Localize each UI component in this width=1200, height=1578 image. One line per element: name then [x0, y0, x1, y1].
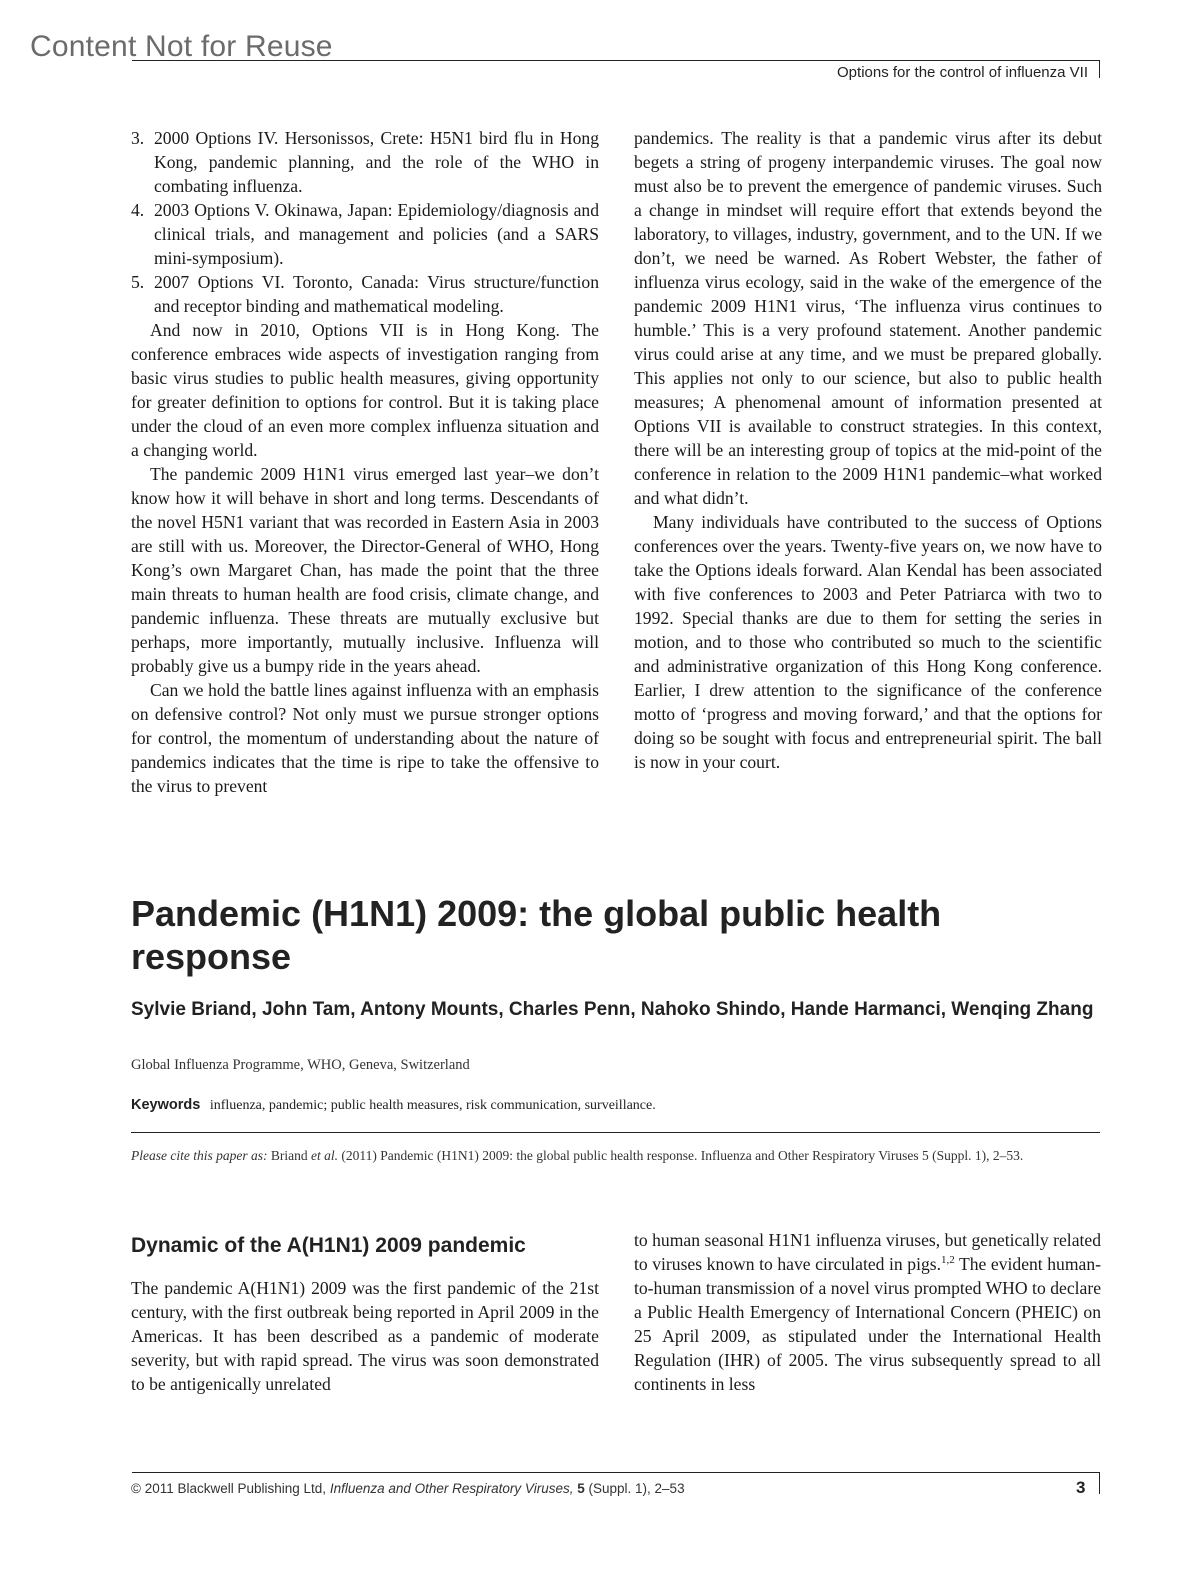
author-list: Sylvie Briand, John Tam, Antony Mounts, Charles Penn, Nahoko Shindo, Hande Harmanci, Wenqing Zhang: [131, 999, 1094, 1020]
footer-citation: [131, 1481, 685, 1496]
section-heading: Dynamic of the A(H1N1) 2009 pandemic: [131, 1234, 526, 1257]
header-rule: [132, 60, 1100, 61]
paragraph: The pandemic 2009 H1N1 virus emerged last year–we don’t know how it will behave in short and long terms. Descendants of the novel H5N1 variant that was recorded in Eastern Asia in 2003 are still with us. Moreover, the Director-General of WHO, Hong Kong’s own Margaret Chan, has made the point that the three main threats to human health are food crisis, climate change, and pandemic influenza. These threats are mutually exclusive but perhaps, more importantly, mutually inclusive. Influenza will probably give us a bumpy ride in the years ahead.: [131, 464, 599, 676]
header-rule-tick: [1099, 60, 1100, 78]
paragraph: And now in 2010, Options VII is in Hong Kong. The conference embraces wide aspects of investigation ranging from basic virus studies to public health measures, giving opportunity for greater definition to options for control. But it is taking place under the cloud of an even more complex influenza situation and a changing world.: [131, 320, 599, 460]
citation-rule: [131, 1132, 1100, 1133]
footer-copyright: © 2011 Blackwell Publishing Ltd,: [131, 1481, 327, 1496]
footer-rule: [132, 1472, 1100, 1473]
paragraph: pandemics. The reality is that a pandemic virus after its debut begets a string of progeny interpandemic viruses. The goal now must also be to prevent the emergence of pandemic viruses. Such a change in mindset will require effort that extends beyond the laboratory, to villages, industry, government, and to the UN. If we don’t, we need be warned. As Robert Webster, the father of influenza virus ecology, said in the wake of the emergence of the pandemic 2009 H1N1 virus, ‘The influenza virus continues to humble.’ This is a very profound statement. Another pandemic virus could arise at any time, and we must be prepared globally. This applies not only to our science, but also to public health measures; A phenomenal amount of information presented at Options VII is available to construct strategies. In this context, there will be an interesting group of topics at the mid-point of the conference in relation to the 2009 H1N1 pandemic–what worked and what didn’t.: [634, 128, 1102, 508]
list-item: [131, 126, 599, 198]
citation-etal: et al.: [310, 1148, 338, 1163]
list-item-text: 2007 Options VI. Toronto, Canada: Virus structure/function and receptor binding and mathematical modeling.: [154, 272, 599, 316]
running-head: Options for the control of influenza VII: [837, 64, 1088, 81]
citation-prefix: Please cite this paper as:: [131, 1148, 268, 1163]
footer-journal: Influenza and Other Respiratory Viruses,: [329, 1481, 574, 1496]
keywords: [131, 1097, 656, 1114]
page-number: 3: [1076, 1478, 1086, 1497]
citation-text: (2011) Pandemic (H1N1) 2009: the global public health response. Influenza and Other Respiratory Viruses 5 (Suppl. 1), 2–53.: [341, 1148, 1024, 1163]
options-list: [131, 126, 599, 318]
footer-issue: (Suppl. 1), 2–53: [588, 1481, 685, 1496]
list-item-number: 3.: [131, 128, 145, 148]
body-paragraph-left: The pandemic A(H1N1) 2009 was the first pandemic of the 21st century, with the first outbreak being reported in April 2009 in the Americas. It has been described as a pandemic of moderate severity, but with rapid spread. The virus was soon demonstrated to be antigenically unrelated: [131, 1278, 599, 1394]
body-paragraph-right: [634, 1228, 1101, 1396]
left-column: [131, 126, 599, 798]
list-item: [131, 270, 599, 318]
list-item-number: 4.: [131, 200, 145, 220]
footer-volume: 5: [577, 1481, 585, 1496]
right-column: [634, 126, 1102, 774]
paragraph: Can we hold the battle lines against influenza with an emphasis on defensive control? Not only must we pursue stronger options for control, the momentum of understanding about the nature of pandemics indicates that the time is ripe to take the offensive to the virus to prevent: [131, 680, 599, 796]
keywords-label: Keywords: [131, 1097, 201, 1113]
list-item-text: 2000 Options IV. Hersonissos, Crete: H5N1 bird flu in Hong Kong, pandemic planning, and the role of the WHO in combating influenza.: [154, 128, 599, 196]
watermark: Content Not for Reuse: [30, 30, 333, 63]
reference-superscript: 1,2: [941, 1254, 955, 1267]
list-item-number: 5.: [131, 272, 145, 292]
footer-rule-tick: [1099, 1472, 1100, 1494]
keywords-list: influenza, pandemic; public health measures, risk communication, surveillance.: [209, 1098, 656, 1113]
article-title: Pandemic (H1N1) 2009: the global public health response: [131, 893, 942, 977]
list-item-text: 2003 Options V. Okinawa, Japan: Epidemiology/diagnosis and clinical trials, and management and policies (and a SARS mini-symposium).: [154, 200, 599, 268]
citation-author: Briand: [270, 1148, 308, 1163]
body-text: The evident human-to-human transmission of a novel virus prompted WHO to declare a Public Health Emergency of International Concern (PHEIC) on 25 April 2009, as stipulated under the International Health Regulation (IHR) of 2005. The virus subsequently spread to all continents in less: [634, 1254, 1101, 1394]
affiliation: Global Influenza Programme, WHO, Geneva, Switzerland: [131, 1057, 470, 1073]
list-item: [131, 198, 599, 270]
citation-note: [131, 1145, 1091, 1166]
body-text: to human seasonal H1N1 influenza viruses, but genetically related to viruses known to have circulated in pigs.: [634, 1230, 1101, 1274]
paragraph: Many individuals have contributed to the success of Options conferences over the years. Twenty-five years on, we now have to take the Options ideals forward. Alan Kendal has been associated with five conferences to 2003 and Peter Patriarca with two to 1992. Special thanks are due to them for setting the series in motion, and to those who contributed so much to the scientific and administrative organization of this Hong Kong conference. Earlier, I drew attention to the significance of the conference motto of ‘progress and moving forward,’ and that the options for doing so be sought with focus and entrepreneurial spirit. The ball is now in your court.: [634, 512, 1102, 772]
